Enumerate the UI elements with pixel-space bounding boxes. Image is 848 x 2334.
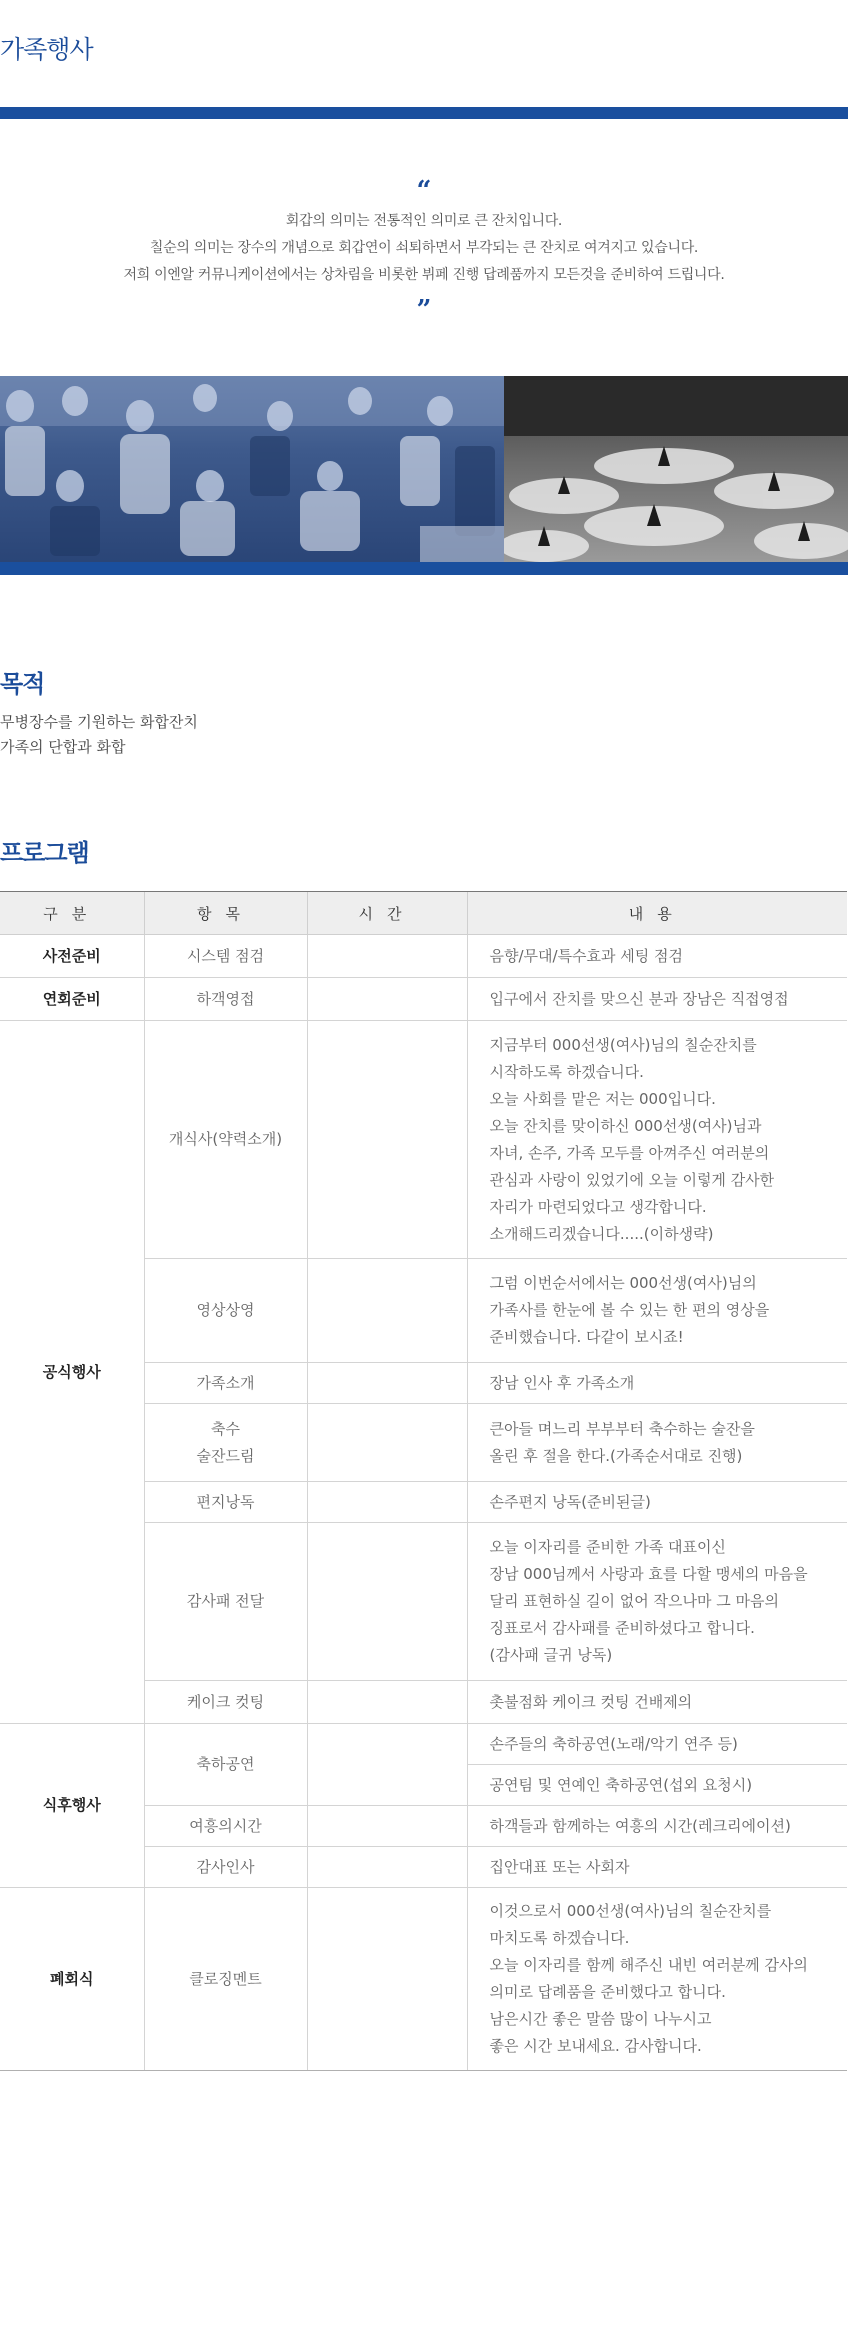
content-line: 가족사를 한눈에 볼 수 있는 한 편의 영상을	[489, 1301, 770, 1319]
item-cell: 하객영접	[144, 978, 307, 1021]
content-line: 오늘 잔치를 맞이하신 000선생(여사)님과	[489, 1116, 762, 1135]
item-cell: 축하공연	[144, 1724, 307, 1806]
purpose-heading: 목적	[0, 670, 45, 698]
quote-line: 칠순의 의미는 장수의 개념으로 회갑연이 쇠퇴하면서 부각되는 큰 잔치로 여겨지고 있습니다.	[149, 240, 699, 256]
content-line: 공연팀 및 연예인 축하공연(섭외 요청시)	[489, 1775, 753, 1794]
content-line: 장남 000님께서 사랑과 효를 다할 맹세의 마음을	[489, 1565, 808, 1583]
content-cell	[467, 1259, 847, 1363]
top-accent-bar	[0, 107, 848, 119]
category-cell: 폐회식	[0, 1888, 144, 2071]
content-line: 음향/무대/특수효과 세팅 점검	[489, 946, 684, 965]
item-cell	[144, 1404, 307, 1482]
column-header-time: 시간	[307, 892, 467, 935]
column-header-content: 내용	[467, 892, 847, 935]
program-table	[0, 891, 847, 2071]
time-cell	[307, 1724, 467, 1806]
content-line: 자리가 마련되었다고 생각합니다.	[489, 1197, 707, 1216]
content-cell	[467, 935, 847, 978]
time-cell	[307, 1404, 467, 1482]
bottom-accent-bar	[0, 562, 848, 575]
content-line: 징표로서 감사패를 준비하셨다고 합니다.	[489, 1619, 755, 1637]
content-line: (감사패 글귀 낭독)	[489, 1646, 613, 1664]
content-cell	[467, 1482, 847, 1523]
item-cell: 시스템 점검	[144, 935, 307, 978]
quote-line: 저희 이엔알 커뮤니케이션에서는 상차림을 비롯한 뷔페 진행 답례품까지 모든것을 준비하여 드립니다.	[123, 267, 725, 283]
time-cell	[307, 1259, 467, 1363]
category-cell: 연회준비	[0, 978, 144, 1021]
item-cell: 개식사(약력소개)	[144, 1021, 307, 1259]
content-line: 관심과 사랑이 있었기에 오늘 이렇게 감사한	[489, 1170, 775, 1189]
content-line: 올린 후 절을 한다.(가족순서대로 진행)	[489, 1446, 743, 1465]
item-cell: 편지낭독	[144, 1482, 307, 1523]
table-row	[0, 1724, 847, 1765]
column-header-category: 구분	[0, 892, 144, 935]
content-line: 촛불점화 케이크 컷팅 건배제의	[489, 1692, 693, 1711]
content-line: 마치도록 하겠습니다.	[489, 1929, 630, 1947]
item-cell: 여흥의시간	[144, 1806, 307, 1847]
item-cell: 영상상영	[144, 1259, 307, 1363]
content-line: 의미로 답례품을 준비했다고 합니다.	[489, 1983, 726, 2001]
time-cell	[307, 1806, 467, 1847]
banquet-hall-photo	[504, 376, 848, 562]
item-cell: 감사인사	[144, 1847, 307, 1888]
time-cell	[307, 1021, 467, 1259]
table-header-row	[0, 892, 847, 935]
content-cell	[467, 1888, 847, 2071]
item-cell: 케이크 컷팅	[144, 1681, 307, 1724]
content-line: 달리 표현하실 길이 없어 작으나마 그 마음의	[489, 1592, 779, 1610]
category-cell: 공식행사	[0, 1021, 144, 1724]
content-line: 소개해드리겠습니다.....(이하생략)	[489, 1224, 714, 1243]
content-cell	[467, 978, 847, 1021]
content-line: 이것으로서 000선생(여사)님의 칠순잔치를	[489, 1902, 772, 1920]
family-event-photo	[0, 376, 504, 562]
content-line: 준비했습니다. 다같이 보시죠!	[489, 1328, 684, 1346]
content-line: 오늘 이자리를 준비한 가족 대표이신	[489, 1538, 726, 1556]
table-row	[0, 935, 847, 978]
item-cell: 감사패 전달	[144, 1523, 307, 1681]
table-row	[0, 1021, 847, 1259]
content-line: 입구에서 잔치를 맞으신 분과 장남은 직접영접	[489, 989, 789, 1008]
content-line: 장남 인사 후 가족소개	[489, 1373, 635, 1392]
content-cell	[467, 1681, 847, 1724]
open-quote-mark: “	[416, 176, 432, 206]
close-quote-mark: ”	[416, 295, 432, 325]
column-header-item: 항목	[144, 892, 307, 935]
list-item: 가족의 단합과 화합	[0, 738, 126, 756]
purpose-list	[0, 710, 198, 760]
table-row	[0, 1888, 847, 2071]
content-line: 오늘 이자리를 함께 해주신 내빈 여러분께 감사의	[489, 1956, 808, 1974]
content-cell	[467, 1523, 847, 1681]
item-cell: 클로징멘트	[144, 1888, 307, 2071]
content-line: 자녀, 손주, 가족 모두를 아껴주신 여러분의	[489, 1143, 770, 1162]
content-line: 남은시간 좋은 말씀 많이 나누시고	[489, 2010, 712, 2028]
content-line: 큰아들 며느리 부부부터 축수하는 술잔을	[489, 1419, 755, 1438]
page-title: 가족행사	[0, 35, 93, 64]
content-cell	[467, 1363, 847, 1404]
content-line: 지금부터 000선생(여사)님의 칠순잔치를	[489, 1035, 757, 1054]
time-cell	[307, 1482, 467, 1523]
table-row	[0, 978, 847, 1021]
time-cell	[307, 935, 467, 978]
item-line: 축수	[211, 1419, 240, 1438]
time-cell	[307, 1363, 467, 1404]
content-line: 시작하도록 하겠습니다.	[489, 1062, 644, 1081]
content-cell	[467, 1806, 847, 1847]
time-cell	[307, 1681, 467, 1724]
content-line: 손주편지 낭독(준비된글)	[489, 1492, 651, 1511]
list-item: 무병장수를 기원하는 화합잔치	[0, 713, 198, 731]
quote-text	[0, 208, 848, 289]
time-cell	[307, 978, 467, 1021]
time-cell	[307, 1847, 467, 1888]
quote-line: 회갑의 의미는 전통적인 의미로 큰 잔치입니다.	[285, 213, 563, 229]
content-line: 좋은 시간 보내세요. 감사합니다.	[489, 2037, 702, 2055]
item-line: 술잔드림	[196, 1446, 255, 1465]
content-line: 하객들과 함께하는 여흥의 시간(레크리에이션)	[489, 1816, 791, 1835]
content-line: 집안대표 또는 사회자	[489, 1857, 630, 1876]
content-line: 손주들의 축하공연(노래/악기 연주 등)	[489, 1734, 738, 1753]
content-cell	[467, 1847, 847, 1888]
content-line: 오늘 사회를 맡은 저는 000입니다.	[489, 1089, 716, 1108]
category-cell: 식후행사	[0, 1724, 144, 1888]
content-cell	[467, 1021, 847, 1259]
time-cell	[307, 1523, 467, 1681]
content-line: 그럼 이번순서에서는 000선생(여사)님의	[489, 1274, 757, 1292]
item-cell: 가족소개	[144, 1363, 307, 1404]
content-cell	[467, 1404, 847, 1482]
content-cell	[467, 1724, 847, 1765]
intro-quote	[0, 178, 848, 323]
category-cell: 사전준비	[0, 935, 144, 978]
content-cell	[467, 1765, 847, 1806]
program-heading: 프로그램	[0, 839, 89, 867]
time-cell	[307, 1888, 467, 2071]
